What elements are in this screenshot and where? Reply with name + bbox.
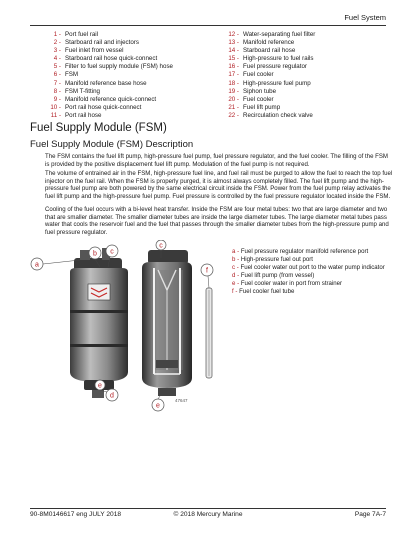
- figure-legend-text: Fuel pressure regulator manifold reference port: [240, 248, 369, 255]
- legend-text: Manifold reference base hose: [65, 79, 147, 87]
- fuel-cooler-tube-drawing: [206, 288, 212, 378]
- legend-item: [226, 104, 396, 112]
- legend-text: Starboard rail and injectors: [65, 39, 139, 47]
- legend-number: 6 -: [53, 71, 61, 79]
- svg-text:d: d: [110, 392, 114, 400]
- legend-number: 2 -: [53, 39, 61, 47]
- legend-text: Port rail hose: [65, 111, 102, 119]
- legend-number: 21 -: [228, 103, 239, 111]
- legend-number: 4 -: [53, 55, 61, 63]
- legend-text: Port rail hose quick-connect: [65, 103, 142, 111]
- callout-a: [31, 258, 80, 270]
- legend-item: [226, 112, 396, 120]
- legend-number: 20 -: [228, 95, 239, 103]
- figure-legend-item: [232, 272, 402, 280]
- body-paragraph: Cooling of the fuel occurs with a bi-level heat transfer. Inside the FSM are four metal tubes: two that are large diameter and two that are smaller diameter. The smaller diameter tubes are inside the large diameter tubes. The large diameter metal tubes pass water that cools the reservoir fuel and the fuel that passes through the smaller diameter tubes from the high-pressure pump and fuel pressure regulator.: [45, 206, 389, 237]
- figure-legend-text: Fuel cooler water out port to the water pump indicator: [240, 264, 385, 272]
- legend-column-right: [226, 31, 396, 120]
- legend-number: 7 -: [53, 79, 61, 87]
- legend-number: 17 -: [228, 71, 239, 79]
- body-paragraph: The volume of entrained air in the FSM, high-pressure fuel line, and fuel rail must be purged to allow the fuel to reach the top fuel injector on the fuel rail. When the FSM is properly purged, it is almost always completely filled. The fuel lift pump and the high-pressure fuel pump are both powered by the same electrical circuit inside the FSM. Power from the fuel pump relay activates the fuel lift pump and the high-pressure fuel pump. Fuel pressure is controlled by the fuel pressure regulator located inside the FSM.: [45, 170, 393, 201]
- section-subtitle: Fuel Supply Module (FSM) Description: [30, 139, 194, 150]
- svg-text:a: a: [35, 261, 39, 269]
- legend-item: [48, 96, 218, 104]
- legend-item: [48, 31, 218, 39]
- legend-item: [226, 63, 396, 71]
- svg-text:b: b: [93, 250, 97, 258]
- figure-legend: [232, 248, 402, 297]
- fsm-exterior-drawing: [70, 248, 128, 398]
- figure-legend-letter: d -: [232, 272, 240, 280]
- legend-text: FSM: [65, 71, 79, 79]
- svg-text:e: e: [156, 402, 160, 410]
- document-number: 90-8M0146617 eng JULY 2018: [30, 511, 122, 518]
- legend-item: [226, 55, 396, 63]
- svg-text:e: e: [98, 382, 102, 390]
- legend-text: Fuel inlet from vessel: [65, 47, 124, 55]
- legend-text: High-pressure fuel pump: [243, 79, 311, 87]
- copyright: © 2018 Mercury Marine: [173, 511, 243, 518]
- legend-number: 8 -: [53, 87, 61, 95]
- legend-number: 22 -: [228, 111, 239, 119]
- legend-text: Filter to fuel supply module (FSM) hose: [65, 63, 173, 71]
- figure-id: 47647: [175, 398, 188, 403]
- figure-legend-text: Fuel lift pump (from vessel): [240, 272, 315, 280]
- figure-legend-letter: e -: [232, 280, 240, 288]
- legend-number: 3 -: [53, 47, 61, 55]
- figure-legend-item: [232, 248, 402, 256]
- legend-number: 15 -: [228, 55, 239, 63]
- svg-text:f: f: [206, 267, 208, 275]
- legend-item: [226, 39, 396, 47]
- legend-number: 18 -: [228, 79, 239, 87]
- legend-item: [48, 71, 218, 79]
- figure-legend-letter: f -: [232, 288, 238, 296]
- footer-rule: [30, 508, 386, 509]
- legend-text: Fuel cooler: [243, 71, 274, 79]
- figure-legend-item: [232, 280, 402, 288]
- running-header: Fuel System: [344, 13, 386, 22]
- figure-legend-item: [232, 288, 402, 296]
- legend-text: Manifold reference quick-connect: [65, 95, 157, 103]
- callout-e-left: [95, 380, 105, 390]
- legend-number: 13 -: [228, 39, 239, 47]
- legend-number: 19 -: [228, 87, 239, 95]
- legend-text: Recirculation check valve: [243, 111, 313, 119]
- body-paragraph: The FSM contains the fuel lift pump, high-pressure fuel pump, fuel pressure regulator, and the fuel cooler. The filling of the FSM is provided by the positive displacement fuel lift pump. Modulation of the fuel pump is not required.: [45, 153, 389, 168]
- legend-text: Water-separating fuel filter: [243, 31, 316, 38]
- figure-legend-item: [232, 256, 402, 264]
- figure-legend-letter: c -: [232, 264, 239, 272]
- legend-item: [48, 104, 218, 112]
- legend-column-left: [48, 31, 218, 120]
- legend-number: 11 -: [50, 111, 61, 119]
- callout-f: [201, 264, 213, 288]
- legend-item: [226, 71, 396, 79]
- legend-item: [48, 47, 218, 55]
- legend-text: Fuel pressure regulator: [243, 63, 307, 71]
- figure-legend-text: Fuel cooler water in port from strainer: [240, 280, 343, 288]
- legend-text: FSM T-fitting: [65, 87, 100, 95]
- legend-text: Starboard rail hose: [243, 47, 296, 55]
- figure-legend-letter: b -: [232, 256, 240, 264]
- legend-text: Starboard rail hose quick-connect: [65, 55, 158, 63]
- page-number: Page 7A-7: [354, 511, 386, 518]
- legend-number: 5 -: [53, 63, 61, 71]
- legend-item: [226, 47, 396, 55]
- header-rule: [30, 25, 386, 26]
- legend-text: Fuel lift pump: [243, 103, 281, 111]
- legend-number: 9 -: [53, 95, 61, 103]
- fsm-cutaway-drawing: [142, 250, 192, 396]
- legend-item: [48, 80, 218, 88]
- legend-number: 12 -: [228, 31, 239, 38]
- legend-text: Siphon tube: [243, 87, 277, 95]
- figure-legend-item: [232, 264, 402, 272]
- legend-text: High-pressure to fuel rails: [243, 55, 314, 63]
- legend-text: Fuel cooler: [243, 95, 274, 103]
- figure-legend-text: High-pressure fuel out port: [240, 256, 313, 264]
- fsm-figure: [30, 240, 230, 415]
- legend-number: 14 -: [228, 47, 239, 55]
- figure-legend-text: Fuel cooler fuel tube: [239, 288, 295, 296]
- legend-number: 10 -: [50, 103, 61, 111]
- legend-number: 16 -: [228, 63, 239, 71]
- svg-text:c: c: [110, 248, 114, 256]
- legend-number: 1 -: [53, 31, 61, 38]
- legend-item: [226, 31, 396, 39]
- legend-text: Port fuel rail: [65, 31, 99, 38]
- legend-item: [226, 88, 396, 96]
- svg-text:c: c: [159, 242, 163, 250]
- legend-item: [48, 63, 218, 71]
- legend-item: [48, 39, 218, 47]
- legend-text: Manifold reference: [243, 39, 295, 47]
- legend-item: [226, 80, 396, 88]
- legend-item: [48, 88, 218, 96]
- legend-item: [48, 112, 218, 120]
- legend-item: [48, 55, 218, 63]
- section-title: Fuel Supply Module (FSM): [30, 122, 167, 134]
- fsm-illustration: [30, 240, 230, 415]
- figure-legend-letter: a -: [232, 248, 240, 255]
- legend-item: [226, 96, 396, 104]
